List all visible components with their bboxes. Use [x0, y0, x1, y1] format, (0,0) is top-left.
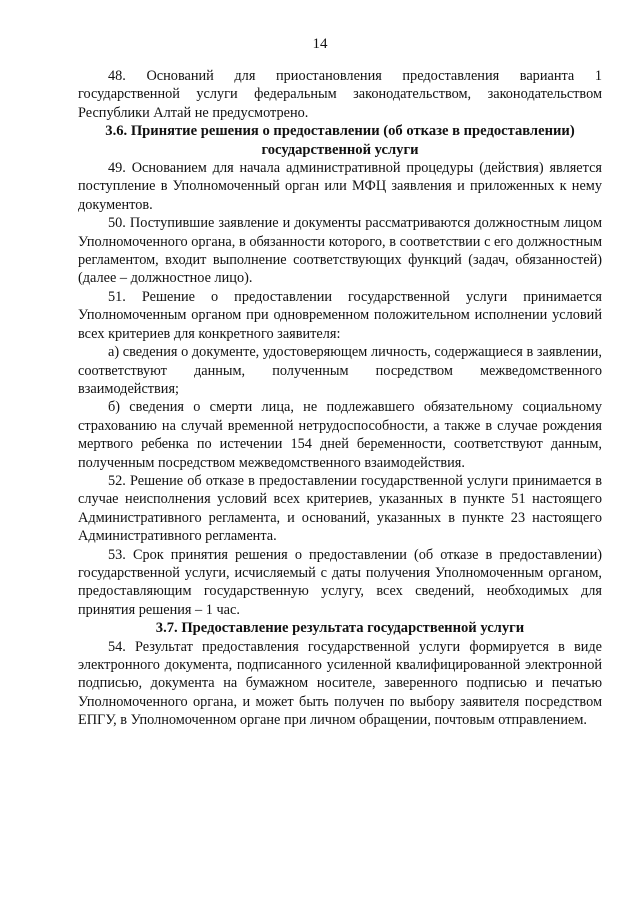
paragraph-50: 50. Поступившие заявление и документы рассматриваются должностным лицом Уполномоченного органа, в обязанности которого, в соответствии с его должностным регламентом, входит выполнение соответствующих функций (задач, обязанностей) (далее – должностное лицо).	[78, 215, 602, 287]
paragraph-51-a: а) сведения о документе, удостоверяющем личность, содержащиеся в заявлении, соответствуют данным, полученным посредством межведомственного взаимодействия;	[78, 344, 602, 397]
document-body	[78, 67, 602, 730]
paragraph-53: 53. Срок принятия решения о предоставлении (об отказе в предоставлении) государственной услуги, исчисляемый с даты получения Уполномоченным органом, предоставляющим государственную услугу, всех сведений, необходимых для принятия решения – 1 час.	[78, 546, 602, 618]
paragraph-51: 51. Решение о предоставлении государственной услуги принимается Уполномоченным органом при одновременном положительном исполнении условий всех критериев для конкретного заявителя:	[78, 288, 602, 342]
paragraph-54: 54. Результат предоставления государственной услуги формируется в виде электронного документа, подписанного усиленной квалифицированной электронной подписью, документа на бумажном носителе, заверенного подписью и печатью Уполномоченного органа, и может быть получен по выбору заявителя посредством ЕПГУ, в Уполномоченном органе при личном обращении, почтовым отправлением.	[78, 638, 602, 729]
paragraph-48: 48. Оснований для приостановления предоставления варианта 1 государственной услуги федеральным законодательством, законодательством Республики Алтай не предусмотрено.	[78, 68, 602, 121]
paragraph-51-b: б) сведения о смерти лица, не подлежавшего обязательному социальному страхованию на случай временной нетрудоспособности, а также в случае рождения мертвого ребенка по истечении 154 дней беременности, соответствуют данным, полученным посредством межведомственного взаимодействия.	[78, 399, 602, 471]
paragraph-52: 52. Решение об отказе в предоставлении государственной услуги принимается в случае неисполнения условий всех критериев, указанных в пункте 51 настоящего Административного регламента, и оснований, указанных в пункте 23 настоящего Административного регламента.	[78, 472, 602, 545]
paragraph-49: 49. Основанием для начала административной процедуры (действия) является поступление в Уполномоченный орган или МФЦ заявления и приложенных к нему документов.	[78, 160, 602, 213]
page-number: 14	[312, 36, 328, 52]
section-heading-3-6: 3.6. Принятие решения о предоставлении (об отказе в предоставлении) государственной услуги	[105, 123, 575, 158]
section-heading-3-7: 3.7. Предоставление результата государственной услуги	[155, 620, 525, 637]
